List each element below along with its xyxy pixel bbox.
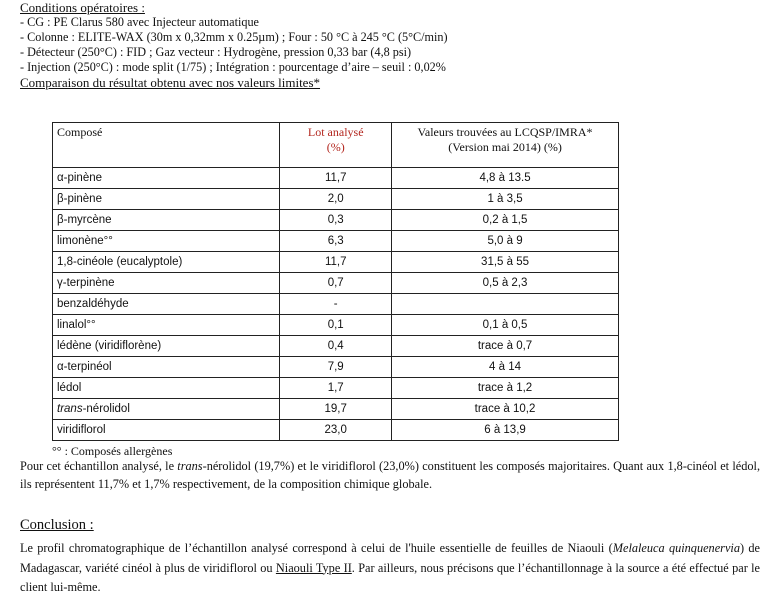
conclusion-title: Conclusion : [20, 517, 94, 533]
table-row [53, 336, 619, 357]
cell-reference: trace à 1,2 [392, 378, 619, 399]
cell-compose: lédène (viridiflorène) [53, 336, 280, 357]
cell-lot: 1,7 [280, 378, 392, 399]
cell-compose [53, 399, 280, 420]
cell-reference [392, 294, 619, 315]
cell-lot: 19,7 [280, 399, 392, 420]
cell-compose-italic: trans [57, 403, 83, 415]
table-row [53, 273, 619, 294]
condition-line-injection: - Injection (250°C) : mode split (1/75) ; Intégration : pourcentage d’aire – seuil : 0,02% [20, 60, 446, 74]
cell-reference: 5,0 à 9 [392, 231, 619, 252]
cell-compose-rest: -nérolidol [82, 403, 130, 415]
cell-reference: trace à 10,2 [392, 399, 619, 420]
table-row [53, 315, 619, 336]
cell-reference: 4 à 14 [392, 357, 619, 378]
cell-reference: 0,5 à 2,3 [392, 273, 619, 294]
allergen-note: °° : Composés allergènes [52, 444, 173, 458]
header-ref-line2: (Version mai 2014) (%) [448, 140, 562, 154]
cell-compose: limonène°° [53, 231, 280, 252]
header-lot [280, 123, 392, 168]
cell-reference: 31,5 à 55 [392, 252, 619, 273]
niaouli-type-label: Niaouli Type II [275, 560, 352, 575]
cell-lot: - [280, 294, 392, 315]
cell-compose: α-terpinéol [53, 357, 280, 378]
conclusion-paragraph-part1: Le profil chromatographique de l’échantillon analysé correspond à celui de l'huile essentielle de feuilles de Niaouli ( [20, 541, 613, 555]
cell-lot: 6,3 [280, 231, 392, 252]
cell-compose: benzaldéhyde [53, 294, 280, 315]
cell-lot: 0,4 [280, 336, 392, 357]
table-row [53, 210, 619, 231]
conditions-title: Conditions opératoires : [20, 0, 145, 15]
header-compose: Composé [53, 123, 280, 168]
cell-lot: 0,7 [280, 273, 392, 294]
table-row [53, 189, 619, 210]
conditions-section [20, 0, 760, 90]
header-reference [392, 123, 619, 168]
condition-line-detecteur: - Détecteur (250°C) : FID ; Gaz vecteur : Hydrogène, pression 0,33 bar (4,8 psi) [20, 45, 412, 59]
cell-compose: lédol [53, 378, 280, 399]
cell-compose: α-pinène [53, 168, 280, 189]
cell-compose: linalol°° [53, 315, 280, 336]
cell-compose: β-pinène [53, 189, 280, 210]
comparison-title: Comparaison du résultat obtenu avec nos valeurs limites* [20, 75, 321, 90]
results-paragraph-part1: Pour cet échantillon analysé, le [20, 459, 178, 473]
cell-lot: 0,1 [280, 315, 392, 336]
species-name: Melaleuca quinquenervia [612, 541, 740, 555]
condition-line-cg: - CG : PE Clarus 580 avec Injecteur automatique [20, 15, 259, 29]
table-row [53, 378, 619, 399]
header-ref-line1: Valeurs trouvées au LCQSP/IMRA* [417, 125, 593, 139]
cell-reference: 4,8 à 13.5 [392, 168, 619, 189]
conclusion-paragraph-part3: . Par ailleurs, nous précisons que l’échantillonnage à la source a été effectué par le client lui-même. [20, 560, 760, 594]
cell-reference: trace à 0,7 [392, 336, 619, 357]
table-row [53, 168, 619, 189]
cell-reference: 6 à 13,9 [392, 420, 619, 441]
header-lot-line1: Lot analysé [307, 125, 364, 139]
results-paragraph [20, 457, 760, 493]
cell-compose: γ-terpinène [53, 273, 280, 294]
conclusion-paragraph [20, 539, 760, 598]
cell-lot: 11,7 [280, 252, 392, 273]
table-header-row [53, 123, 619, 168]
cell-lot: 23,0 [280, 420, 392, 441]
table-row [53, 357, 619, 378]
results-paragraph-italic: trans [177, 459, 203, 473]
cell-lot: 2,0 [280, 189, 392, 210]
table-row [53, 399, 619, 420]
table-row [53, 420, 619, 441]
results-paragraph-part2: -nérolidol (19,7%) et le viridiflorol (23,0%) constituent les composés majoritaires. Quant aux 1,8-cinéol et lédol, ils représentent 11,7% et 1,7% respectivement, de la composition chimique globale. [20, 459, 761, 491]
cell-compose: 1,8-cinéole (eucalyptole) [53, 252, 280, 273]
condition-line-colonne: - Colonne : ELITE-WAX (30m x 0,32mm x 0.25µm) ; Four : 50 °C à 245 °C (5°C/min) [20, 30, 448, 44]
cell-lot: 0,3 [280, 210, 392, 231]
composition-table [52, 122, 619, 441]
table-row [53, 252, 619, 273]
cell-compose: viridiflorol [53, 420, 280, 441]
cell-reference: 0,2 à 1,5 [392, 210, 619, 231]
cell-compose: β-myrcène [53, 210, 280, 231]
conclusion-paragraph-part2: ) de Madagascar, variété cinéol à plus de viridiflorol ou [20, 541, 760, 575]
cell-reference: 1 à 3,5 [392, 189, 619, 210]
header-lot-line2: (%) [326, 140, 345, 154]
cell-lot: 11,7 [280, 168, 392, 189]
cell-reference: 0,1 à 0,5 [392, 315, 619, 336]
cell-lot: 7,9 [280, 357, 392, 378]
table-row [53, 231, 619, 252]
table-row [53, 294, 619, 315]
